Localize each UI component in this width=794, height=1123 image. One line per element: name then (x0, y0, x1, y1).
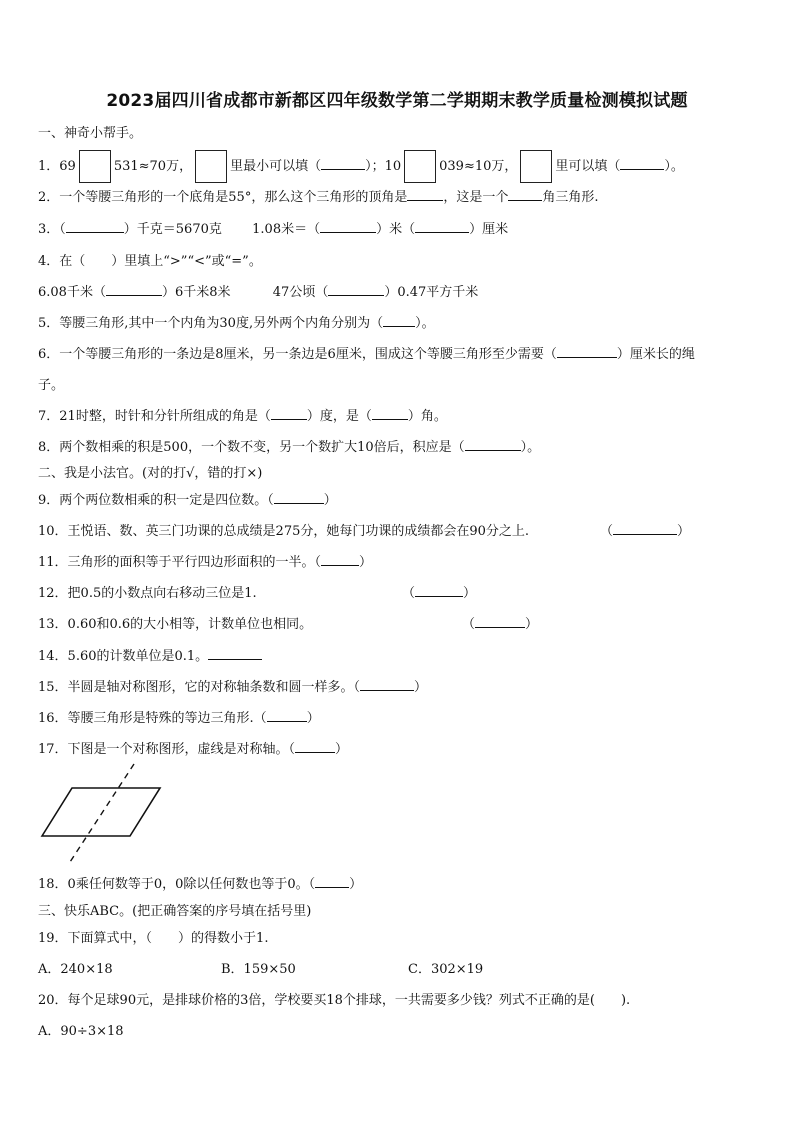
question-9: 9．两个两位数相乘的积一定是四位数。（ ） (38, 493, 337, 508)
answer-blank[interactable] (613, 522, 677, 535)
answer-blank[interactable] (208, 647, 262, 660)
symmetry-axis-dashed-line (70, 764, 134, 862)
digit-box[interactable] (520, 150, 552, 183)
question-12: 12．把0.5的小数点向右移动三位是1. (38, 586, 257, 601)
question-13-answer: （ ） (462, 617, 539, 632)
answer-blank[interactable] (557, 345, 617, 358)
digit-box[interactable] (195, 150, 227, 183)
question-10: 10．王悦语、数、英三门功课的总成绩是275分，她每门功课的成绩都会在90分之上. (38, 524, 530, 539)
answer-blank[interactable] (407, 188, 443, 201)
question-17: 17．下图是一个对称图形，虚线是对称轴。（ ） (38, 742, 349, 757)
page-title: 2023届四川省成都市新都区四年级数学第二学期期末教学质量检测模拟试题 (106, 91, 688, 111)
answer-blank[interactable] (620, 157, 664, 170)
answer-blank[interactable] (321, 157, 365, 170)
question-19-option-a[interactable]: A．240×18 (38, 962, 113, 977)
question-16: 16．等腰三角形是特殊的等边三角形.（ ） (38, 711, 320, 726)
question-12-answer: （ ） (402, 586, 477, 601)
question-19: 19．下面算式中，（ ）的得数小于1. (38, 931, 269, 946)
question-5: 5．等腰三角形,其中一个内角为30度,另外两个内角分别为（ ）。 (38, 316, 435, 331)
question-8: 8．两个数相乘的积是500，一个数不变，另一个数扩大10倍后，积应是（ ）。 (38, 440, 541, 455)
digit-box[interactable] (404, 150, 436, 183)
question-7: 7．21时整，时针和分针所组成的角是（ ）度，是（ ）角。 (38, 409, 447, 424)
parallelogram-shape (42, 788, 160, 836)
question-13: 13．0.60和0.6的大小相等，计数单位也相同。 (38, 617, 313, 632)
answer-blank[interactable] (274, 491, 324, 504)
question-20-option-a[interactable]: A．90÷3×18 (38, 1024, 124, 1039)
answer-blank[interactable] (372, 407, 408, 420)
answer-blank[interactable] (508, 188, 542, 201)
question-4: 4．在（ ）里填上“>”“<”或“=”。 (38, 254, 262, 269)
question-14: 14．5.60的计数单位是0.1。 (38, 645, 262, 664)
question-19-option-c[interactable]: C．302×19 (408, 962, 484, 977)
question-6-continued: 子。 (38, 378, 65, 393)
answer-blank[interactable] (66, 220, 124, 233)
answer-blank[interactable] (267, 709, 307, 722)
answer-blank[interactable] (271, 407, 307, 420)
parallelogram-figure (36, 760, 168, 866)
digit-box[interactable] (79, 150, 111, 183)
question-10-answer: （ ） (600, 524, 691, 539)
answer-blank[interactable] (295, 740, 335, 753)
answer-blank[interactable] (360, 678, 414, 691)
question-1: 1．69 531≈70万， 里最小可以填（ ）；10 039≈10万， 里可以填（ ）。 (38, 150, 684, 183)
question-15: 15．半圆是轴对称图形，它的对称轴条数和圆一样多。（ ） (38, 680, 428, 695)
question-19-option-b[interactable]: B．159×50 (221, 962, 296, 977)
section-heading-3: 三、快乐ABC。(把正确答案的序号填在括号里) (38, 904, 312, 919)
answer-blank[interactable] (328, 283, 384, 296)
section-heading-1: 一、神奇小帮手。 (38, 126, 143, 141)
question-3: 3．（ ）千克＝5670克 1.08米＝（ ）米（ ）厘米 (38, 222, 509, 237)
question-6: 6．一个等腰三角形的一条边是8厘米，另一条边是6厘米，围成这个等腰三角形至少需要（ ）厘米长的绳 (38, 347, 695, 362)
answer-blank[interactable] (383, 314, 415, 327)
answer-blank[interactable] (465, 438, 521, 451)
answer-blank[interactable] (320, 220, 376, 233)
question-11: 11．三角形的面积等于平行四边形面积的一半。（ ） (38, 555, 373, 570)
answer-blank[interactable] (321, 553, 359, 566)
question-18: 18．0乘任何数等于0，0除以任何数也等于0。（ ） (38, 877, 363, 892)
answer-blank[interactable] (315, 875, 349, 888)
question-2: 2．一个等腰三角形的一个底角是55°，那么这个三角形的顶角是 ，这是一个 角三角形. (38, 190, 599, 205)
answer-blank[interactable] (415, 220, 469, 233)
answer-blank[interactable] (106, 283, 162, 296)
answer-blank[interactable] (415, 584, 463, 597)
question-20: 20．每个足球90元，是排球价格的3倍，学校要买18个排球，一共需要多少钱？列式不正确的是( ). (38, 993, 631, 1008)
section-heading-2: 二、我是小法官。(对的打√，错的打×) (38, 466, 263, 481)
answer-blank[interactable] (475, 615, 525, 628)
question-4-items: 6.08千米（ ）6千米8米 47公顷（ ）0.47平方千米 (38, 285, 479, 300)
